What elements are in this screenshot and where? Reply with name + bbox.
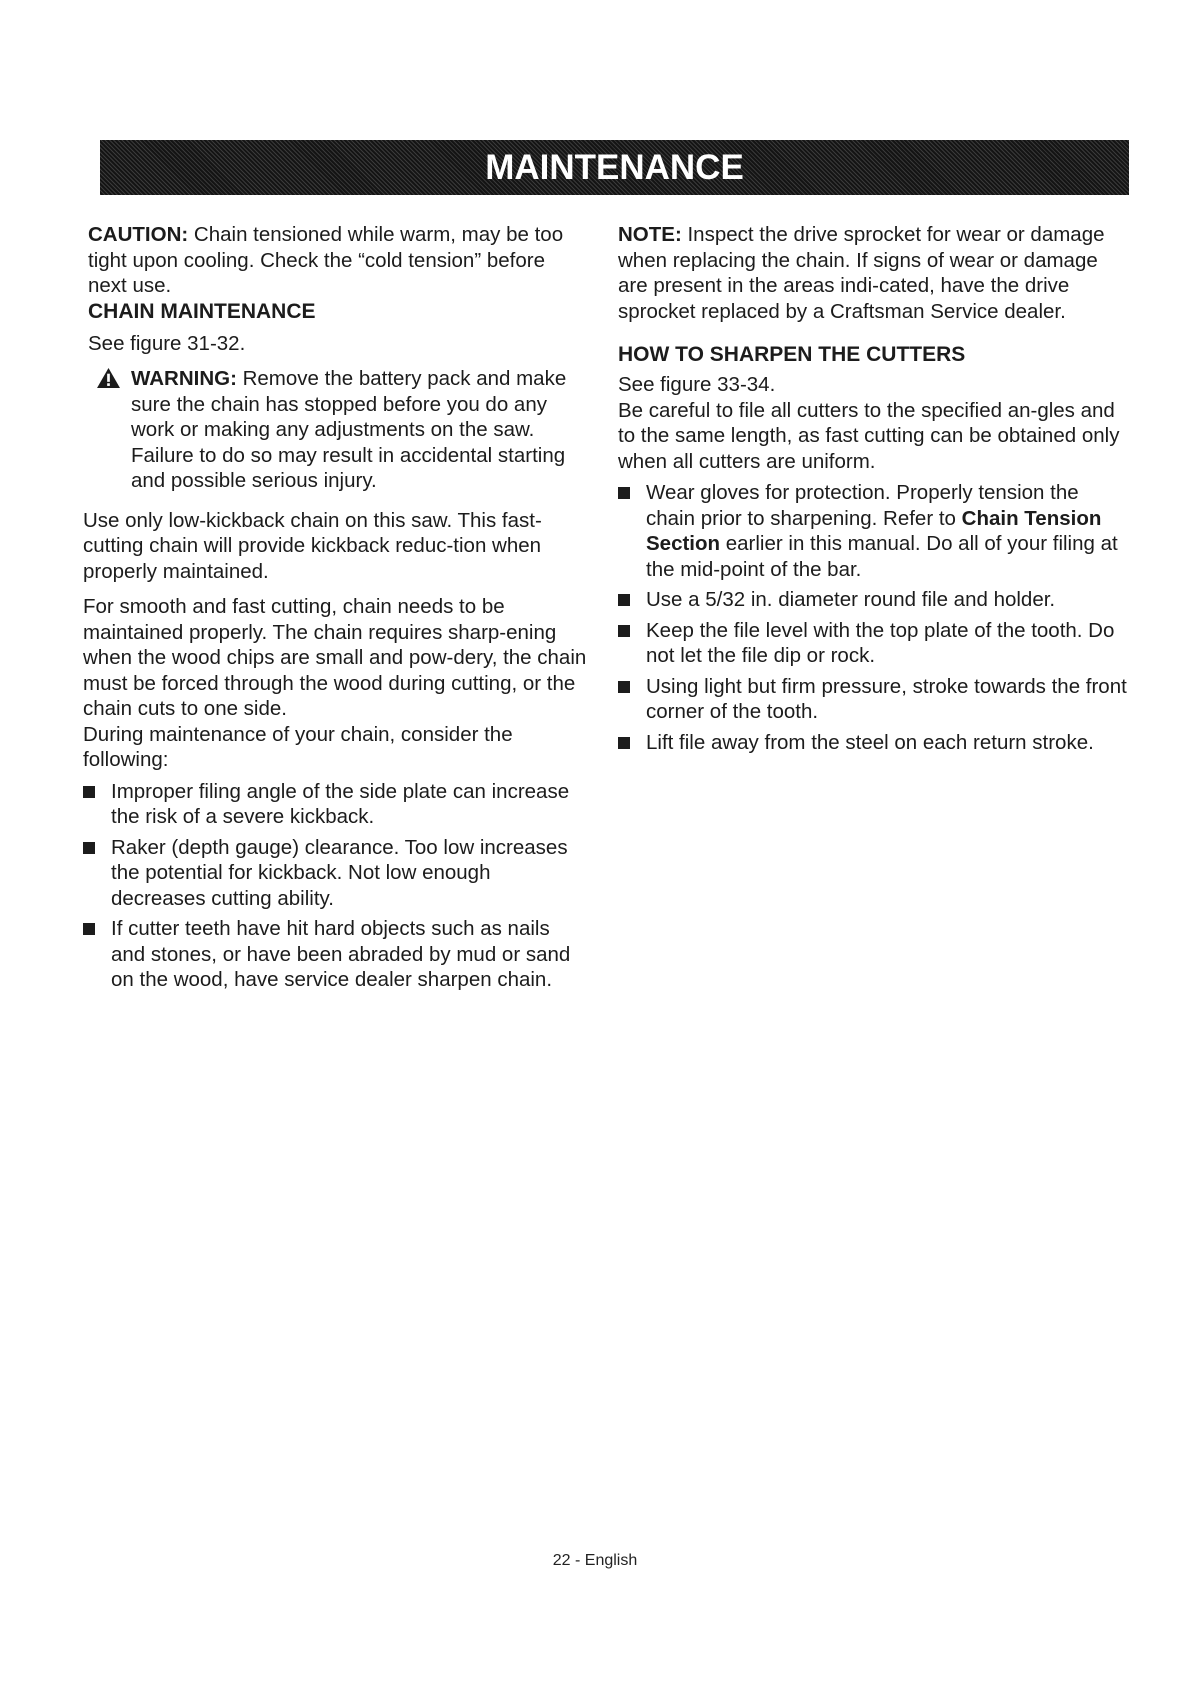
note-label: NOTE: xyxy=(618,223,682,246)
bullet-square-icon xyxy=(83,923,95,935)
left-column xyxy=(83,222,588,998)
note-text: Inspect the drive sprocket for wear or damage when replacing the chain. If signs of wear or damage are present in the areas indi-cated, have the drive sprocket replaced by a Craftsman Service dealer. xyxy=(618,223,1105,323)
list-item: Lift file away from the steel on each return stroke. xyxy=(618,730,1128,756)
section-title: MAINTENANCE xyxy=(485,147,744,187)
caution-text: Chain tensioned while warm, may be too tight upon cooling. Check the “cold tension” before next use. xyxy=(88,223,564,297)
maintenance-consider-paragraph: During maintenance of your chain, consider the following: xyxy=(83,722,513,771)
caution-paragraph xyxy=(83,222,588,299)
caution-label: CAUTION: xyxy=(88,223,189,246)
warning-text: Remove the battery pack and make sure the chain has stopped before you do any work or making any adjustments on the saw. Failure to do so may result in accidental starting and possible serious injury. xyxy=(131,367,567,492)
section-banner xyxy=(100,140,1129,195)
sharpen-see-figure: See figure 33-34. xyxy=(618,373,776,396)
bullet-square-icon xyxy=(618,625,630,637)
bullet-square-icon xyxy=(618,681,630,693)
bullet-square-icon xyxy=(618,487,630,499)
list-item: Use a 5/32 in. diameter round file and holder. xyxy=(618,587,1128,613)
warning-triangle-icon xyxy=(96,367,121,389)
page-footer: 22 - English xyxy=(552,1552,638,1569)
note-paragraph xyxy=(618,222,1128,324)
list-item: Using light but firm pressure, stroke towards the front corner of the tooth. xyxy=(618,674,1128,725)
list-item: Keep the file level with the top plate of the tooth. Do not let the file dip or rock. xyxy=(618,618,1128,669)
list-item: Improper filing angle of the side plate can increase the risk of a severe kickback. xyxy=(83,779,588,830)
chain-see-figure: See figure 31-32. xyxy=(88,331,246,355)
list-item: Raker (depth gauge) clearance. Too low increases the potential for kickback. Not low enough decreases cutting ability. xyxy=(83,835,588,912)
smooth-cutting-paragraph: For smooth and fast cutting, chain needs to be maintained properly. The chain requires sharp-ening when the wood chips are small and pow-dery, the chain must be forced through the wood during cutting, or the chain cuts to one side. xyxy=(83,595,587,720)
right-column xyxy=(618,222,1128,760)
chain-maintenance-heading: CHAIN MAINTENANCE xyxy=(88,299,316,323)
chain-tension-reference: Chain Tension Section xyxy=(646,506,1102,555)
warning-block xyxy=(83,366,588,494)
warning-label: WARNING: xyxy=(131,367,237,390)
sharpen-paragraph: Be careful to file all cutters to the specified an-gles and to the same length, as fast cutting can be obtained only when all cutters are uniform. xyxy=(618,398,1120,473)
warning-paragraph xyxy=(131,366,588,494)
sharpen-list xyxy=(618,480,1128,755)
bullet-square-icon xyxy=(618,594,630,606)
list-item: Wear gloves for protection. Properly tension the chain prior to sharpening. Refer to Chain Tension Section earlier in this manual. Do all of your filing at the mid-point of the bar. xyxy=(618,480,1128,582)
list-item: If cutter teeth have hit hard objects such as nails and stones, or have been abraded by mud or sand on the wood, have service dealer sharpen chain. xyxy=(83,916,588,993)
low-kickback-paragraph: Use only low-kickback chain on this saw. This fast-cutting chain will provide kickback reduc-tion when properly maintained. xyxy=(83,508,542,583)
bullet-square-icon xyxy=(618,737,630,749)
chain-maintenance-list xyxy=(83,779,588,993)
sharpen-heading: HOW TO SHARPEN THE CUTTERS xyxy=(618,343,966,366)
bullet-square-icon xyxy=(83,842,95,854)
bullet-square-icon xyxy=(83,786,95,798)
